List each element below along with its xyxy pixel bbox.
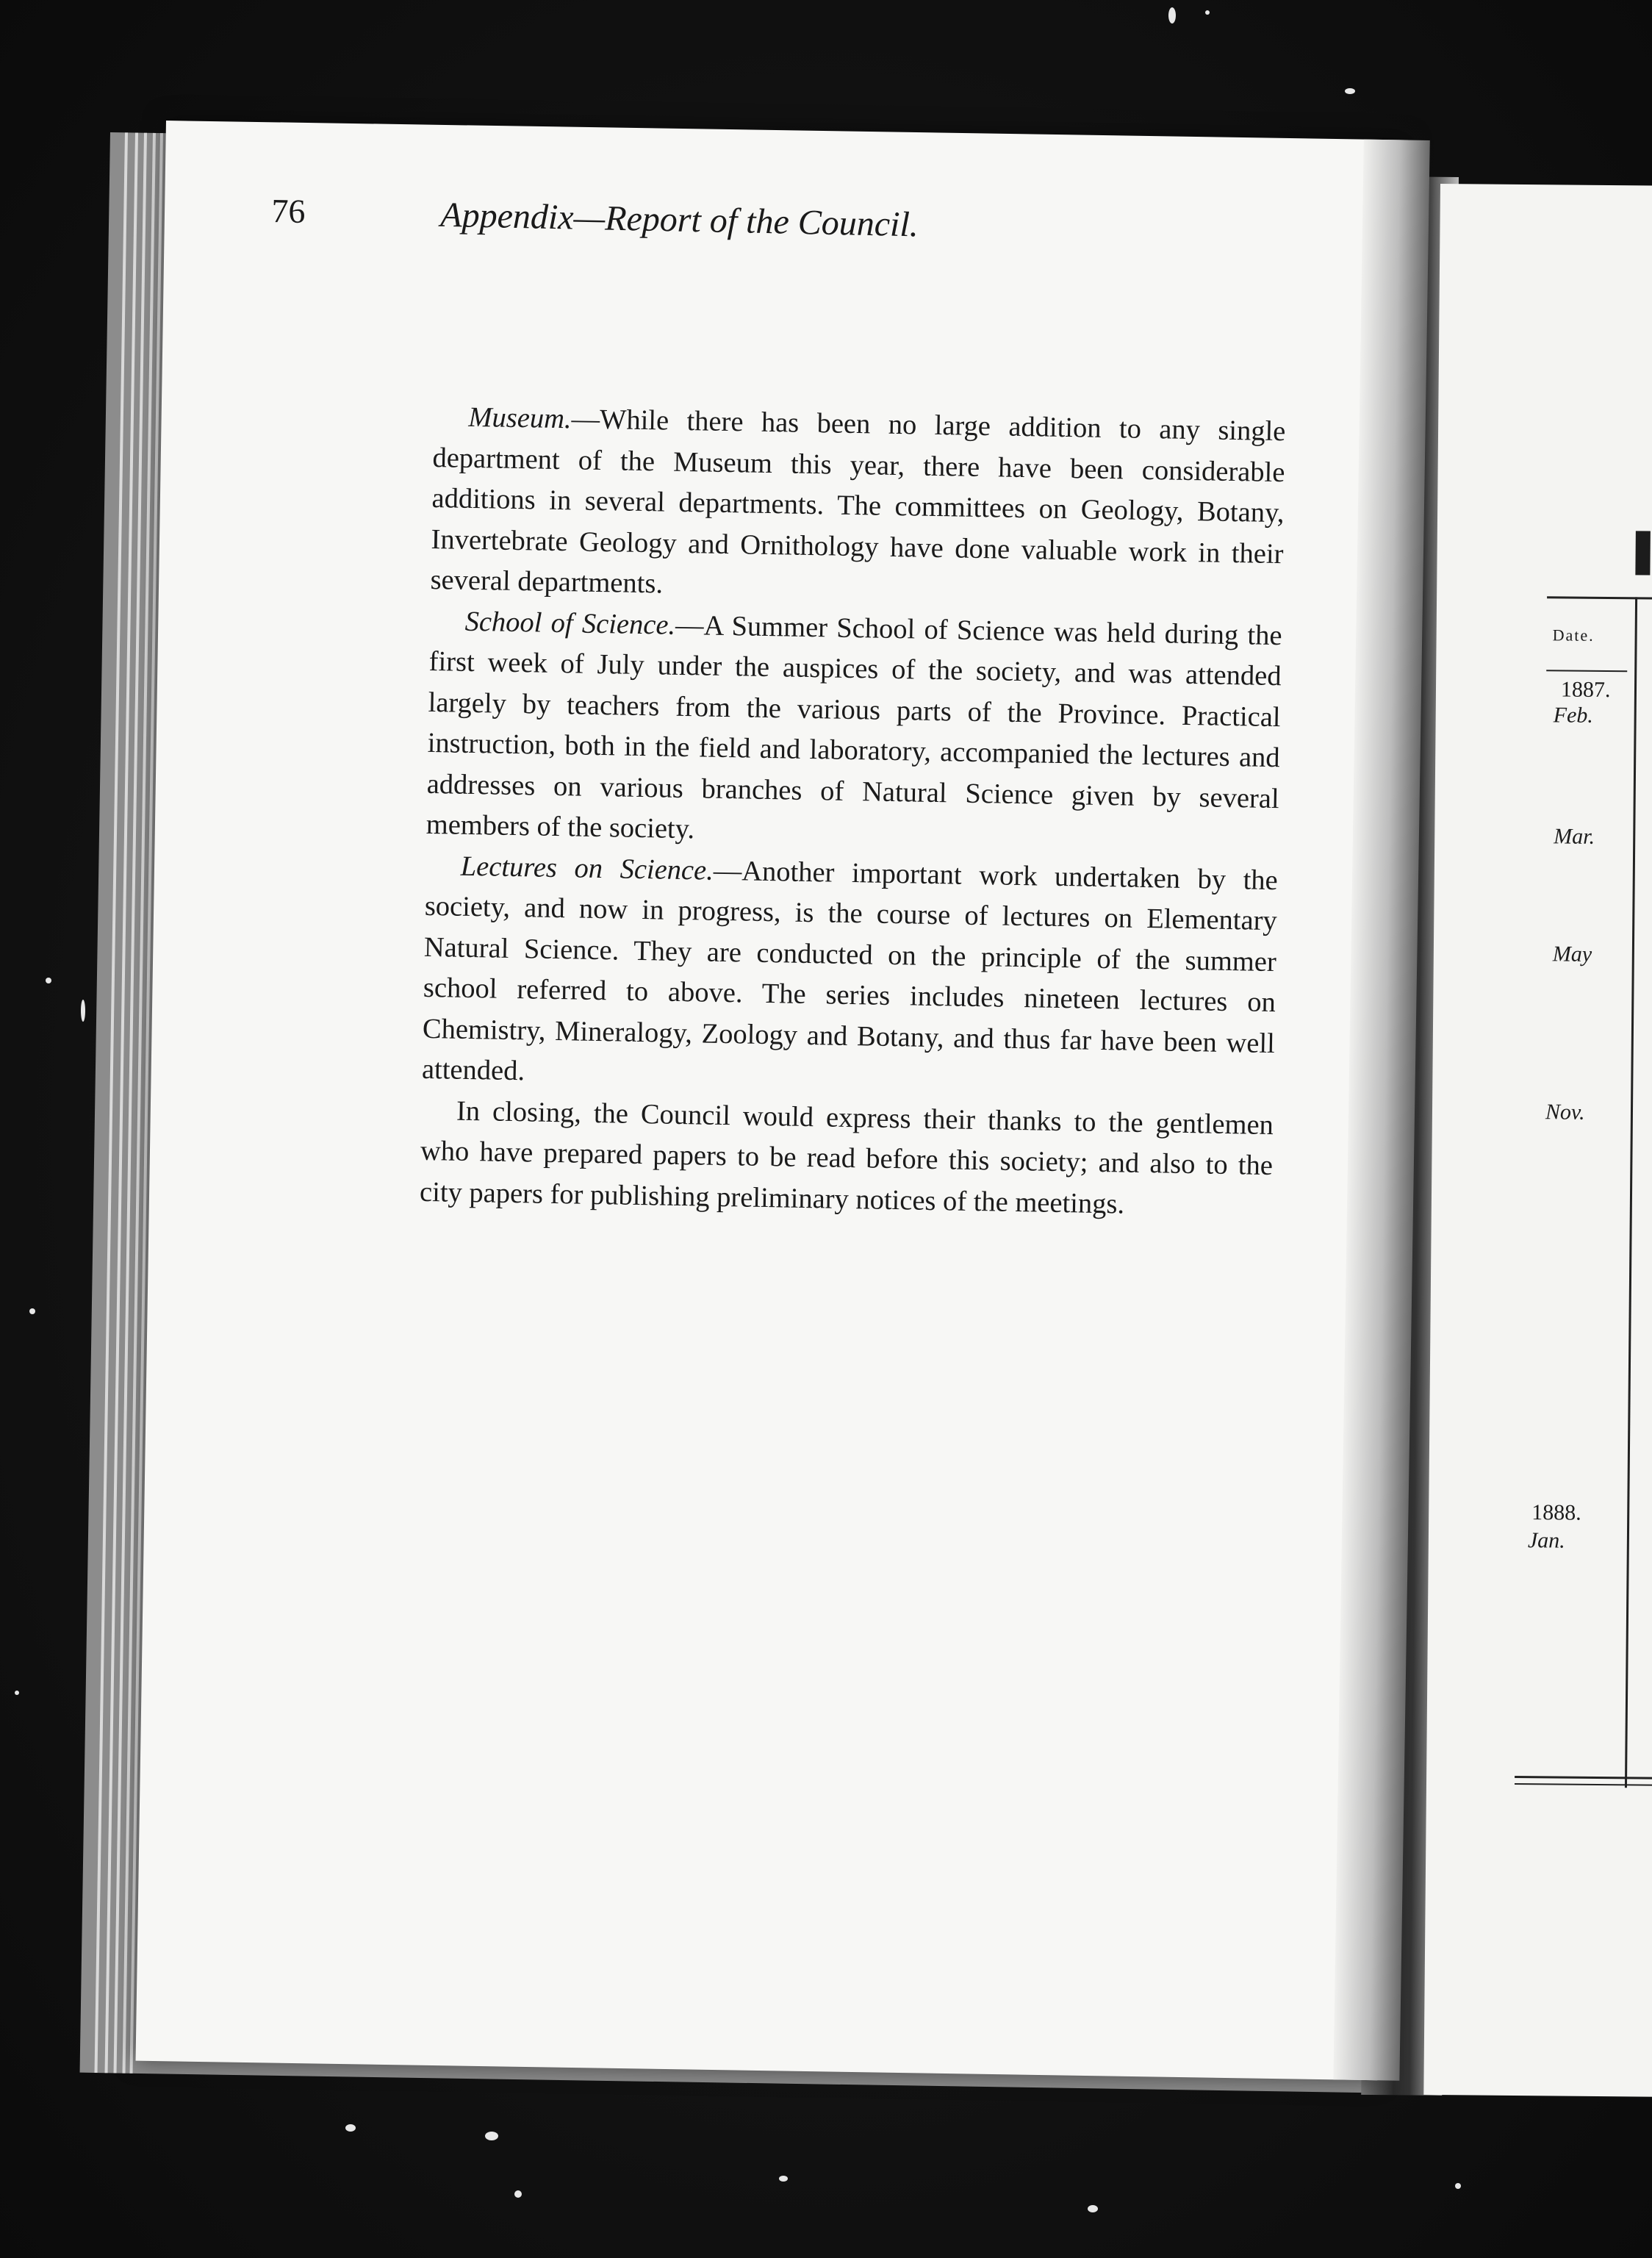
header-underline [1546, 670, 1627, 672]
dust-speck [514, 2190, 522, 2198]
entry-month: Mar. [1554, 824, 1595, 849]
dust-speck [485, 2132, 498, 2140]
paragraph [430, 397, 1286, 616]
paragraph-text: —While there has been no large addition to any single department of the Museum this year, there have been considerable additions in several departments. The committees on Geology, Botany, Invertebrate Geology and Ornithology have done valuable work in their several departments. [430, 404, 1286, 600]
dust-speck [46, 978, 51, 983]
entry-month: Nov. [1545, 1100, 1585, 1125]
paragraph [420, 1090, 1274, 1227]
entry-month: Jan. [1527, 1528, 1565, 1553]
dust-speck [1088, 2205, 1098, 2212]
entry-month: May [1552, 942, 1592, 967]
dust-speck [1205, 10, 1210, 15]
entry-month: Feb. [1553, 703, 1593, 728]
page-number: 76 [270, 191, 306, 230]
dust-speck [1168, 7, 1176, 24]
column-header-date: Date. [1552, 626, 1595, 645]
right-page [1423, 184, 1652, 2097]
paragraph [422, 845, 1279, 1105]
paragraph-text: —A Summer School of Science was held during the first week of July under the auspices of the society, and was attended largely by teachers from the various parts of the Province. Practical instruction, both in the field and laboratory, accompanied the lectures and addresses on various branches of Natural Science given by several members of the society. [425, 609, 1282, 845]
entry-year: 1887. [1560, 677, 1611, 703]
dust-speck [779, 2176, 788, 2182]
dust-speck [345, 2124, 356, 2132]
paragraph-lead: Museum. [468, 401, 572, 435]
entry-year: 1888. [1531, 1500, 1581, 1525]
dust-speck [29, 1308, 35, 1314]
paragraph-lead: School of Science. [464, 606, 676, 641]
body-text [420, 397, 1286, 1227]
dust-speck [1345, 88, 1355, 94]
table-bottom-rule [1515, 1776, 1652, 1779]
paragraph-lead: Lectures on Science. [460, 850, 714, 886]
cropped-heading-glyph [1635, 531, 1651, 575]
paragraph [425, 601, 1282, 860]
dust-speck [81, 1000, 85, 1022]
paragraph-text: In closing, the Council would express their thanks to the gentlemen who have prepared papers to be read before this society; and also to the city papers for publishing preliminary notices of the meetings. [419, 1095, 1274, 1220]
table-bottom-rule-thin [1515, 1783, 1652, 1786]
running-head: Appendix—Report of the Council. [439, 195, 919, 245]
paragraph-text: —Another important work undertaken by the society, and now in progress, is the course of lectures on Elementary Natural Science. They are conducted on the principle of the summer school referred to above. The series includes nineteen lectures on Chemistry, Mineralogy, Zoology and Botany, and thus far have been well attended. [421, 855, 1279, 1087]
dust-speck [15, 1691, 19, 1695]
column-divider [1625, 597, 1637, 1788]
dust-speck [1455, 2183, 1461, 2189]
